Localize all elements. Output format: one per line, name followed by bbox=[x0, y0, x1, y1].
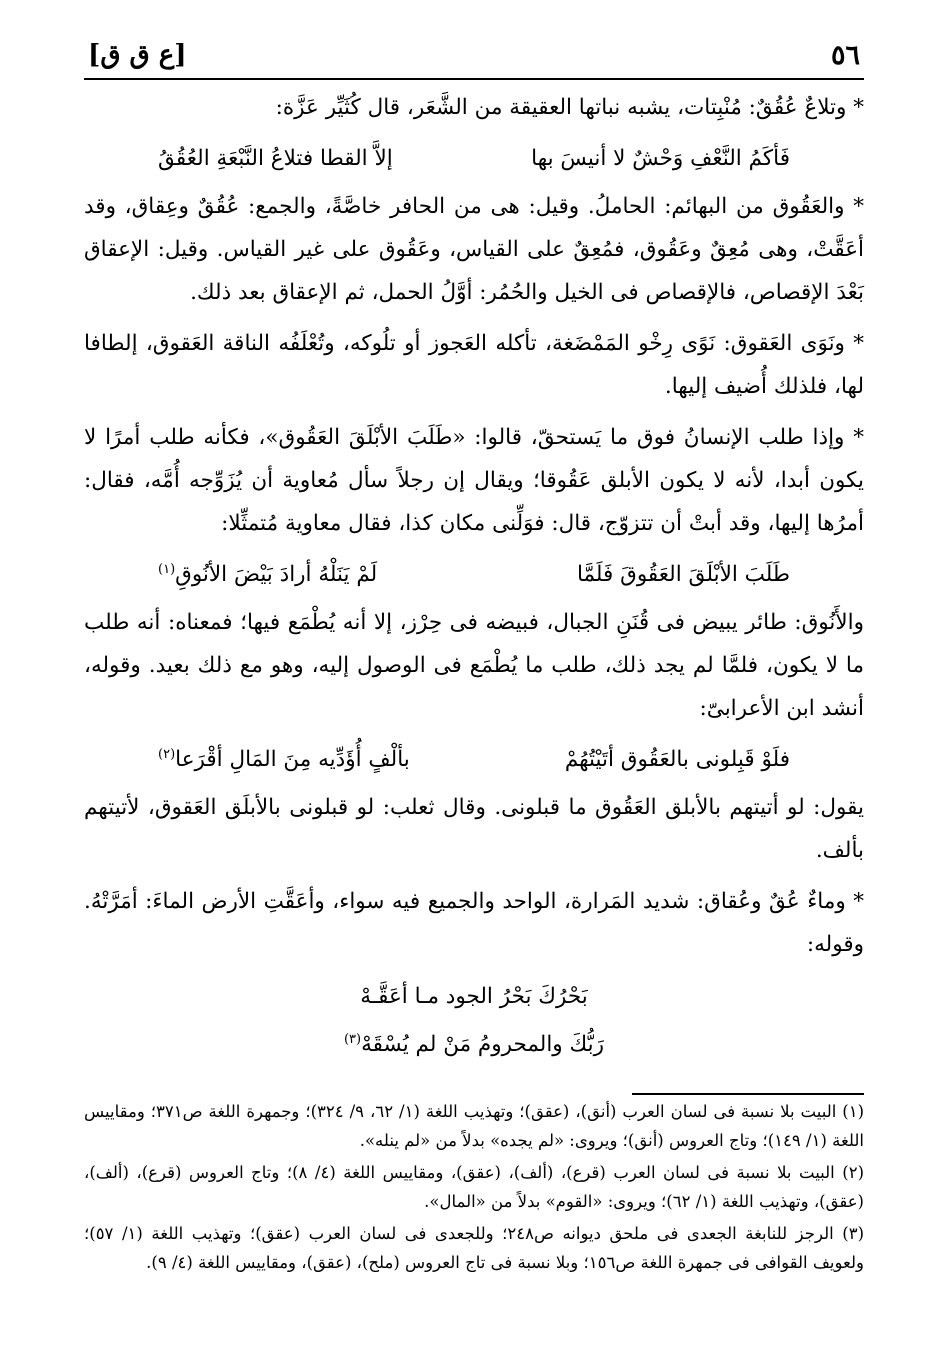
verse-2-second-hemistich bbox=[158, 553, 377, 597]
footnotes bbox=[84, 1098, 864, 1281]
paragraph-1: * وتلاعٌ عُقُقٌ: مُنْبِتات، يشبه نباتها العقيقة من الشَّعَر، قال كُثَيِّر عَزَّة: bbox=[275, 95, 864, 120]
footnote-ref-1: (١) bbox=[158, 561, 176, 577]
verse-2-first-hemistich: طَلَبَ الأبْلَقَ العَقُوقَ فَلَمَّا bbox=[576, 562, 790, 587]
root-entry-label: [ع ق ق] bbox=[88, 40, 187, 70]
page-number: ٥٦ bbox=[830, 40, 860, 71]
footnote-3: (٣) الرجز للنابغة الجعدى فى ملحق ديوانه ص٢٤٨؛ وللجعدى فى لسان العرب (عقق)؛ وتهذيب اللغة (١/ ٥٧)؛ ولعويف القوافى فى جمهرة اللغة ص١٥٦؛ وبلا نسبة فى تاج العروس (ملح)، (عقق)، ومقاييس اللغة (٤/ ٩). bbox=[84, 1224, 864, 1272]
footnote-divider bbox=[632, 1093, 864, 1095]
rajaz-line-2-text: رَبُّكَ والمحرومُ مَنْ لم يُسْقَهْ bbox=[361, 1032, 605, 1057]
verse-3-second-text: بألْفٍ أُؤَدِّيه مِنَ المَالِ أقْرَعا bbox=[175, 747, 410, 772]
verse-1-second-hemistich: إلاَّ القطا فتلاعُ النَّبْعَةِ العُقُقُ bbox=[158, 146, 393, 171]
verse-2 bbox=[84, 553, 864, 597]
paragraph-3: * ونَوَى العَقوق: نَوًى رِخْو المَمْضَغة، تأكله العَجوز أو تلُوكه، وتُعْلَفُه الناقة العَقوق، إلطافا لها، فلذلك أُضيف إليها. bbox=[84, 331, 864, 399]
rajaz-line-2 bbox=[84, 1022, 864, 1068]
verse-1 bbox=[84, 137, 864, 181]
paragraph-2: * والعَقُوق من البهائم: الحاملُ. وقيل: هى من الحافر خاصَّةً، والجمع: عُقُقٌ وعِقاق، وقد أعَقَّتْ، وهى مُعِقٌ وعَقُوق، فمُعِقٌ على القياس، وعَقُوق على غير القياس. وقيل: الإعقاق بَعْدَ الإقصاص، فالإقصاص فى الخيل والحُمُر: أوَّلُ الحمل، ثم الإعقاق بعد ذلك. bbox=[84, 194, 864, 305]
verse-3-second-hemistich bbox=[158, 738, 410, 782]
footnote-ref-3: (٣) bbox=[343, 1031, 362, 1047]
page-header bbox=[84, 38, 864, 80]
main-text bbox=[84, 86, 864, 1070]
paragraph-7: * وماءٌ عُقٌ وعُقاق: شديد المَرارة، الواحد والجميع فيه سواء، وأعَقَّتِ الأرض الماءَ: أمَرَّتْهُ. وقوله: bbox=[84, 889, 864, 957]
verse-1-first-hemistich: فَأكَمُ النَّعْفِ وَحْشٌ لا أنيسَ بها bbox=[531, 146, 790, 171]
paragraph-4: * وإذا طلب الإنسانُ فوق ما يَستحقّ، قالوا: «طَلَبَ الأبْلَقَ العَقُوق»، فكأنه طلب أمرًا لا يكون أبدا، لأنه لا يكون الأبلق عَقُوقا؛ ويقال إن رجلاً سأل مُعاوية أن يُزَوِّجه أُمَّه، فقال: أمرُها إليها، وقد أبتْ أن تتزوّج، قال: فوَلِّنى مكان كذا، فقال معاوية مُتمثِّلا: bbox=[84, 425, 864, 536]
verse-3 bbox=[84, 738, 864, 782]
rajaz-line-1: بَحْرُكَ بَحْرُ الجود مـا أعَقَّـهْ bbox=[360, 984, 588, 1009]
verse-2-second-text: لَمْ يَنَلْهُ أرادَ بَيْضَ الأنُوقِ bbox=[175, 562, 378, 587]
paragraph-5: والأَنُوق: طائر يبيض فى قُنَنِ الجبال، فبيضه فى حِرْز، إلا أنه يُطْمَع فيها؛ فمعناه: أنه طلب ما لا يكون، فلمَّا لم يجد ذلك، طلب ما يُطْمَع فى الوصول إليه، وهو مع ذلك بعيد. وقوله، أنشد ابن الأعرابىّ: bbox=[84, 610, 864, 721]
paragraph-6: يقول: لو أتيتهم بالأبلق العَقُوق ما قبلونى. وقال ثعلب: لو قبلونى بالأبلَق العَقوق، لأتيتهم بألف. bbox=[84, 795, 864, 863]
footnote-1: (١) البيت بلا نسبة فى لسان العرب (أنق)، (عقق)؛ وتهذيب اللغة (١/ ٦٢، ٩/ ٣٢٤)؛ وجمهرة اللغة ص٣٧١؛ ومقاييس اللغة (١/ ١٤٩)؛ وتاج العروس (أنق)؛ ويروى: «لم يجده» بدلاً من «لم ينله». bbox=[84, 1102, 865, 1150]
verse-3-first-hemistich: فلَوْ قَبِلونى بالعَقُوق أتَيْتُهُمْ bbox=[564, 747, 790, 772]
footnote-ref-2: (٢) bbox=[158, 746, 176, 762]
footnote-2: (٢) البيت بلا نسبة فى لسان العرب (قرع)، (ألف)، (عقق)، ومقاييس اللغة (٤/ ٨)؛ وتاج العروس (قرع)، (ألف)، (عقق)، وتهذيب اللغة (١/ ٦٢)؛ ويروى: «القوم» بدلاً من «المال». bbox=[84, 1163, 864, 1211]
